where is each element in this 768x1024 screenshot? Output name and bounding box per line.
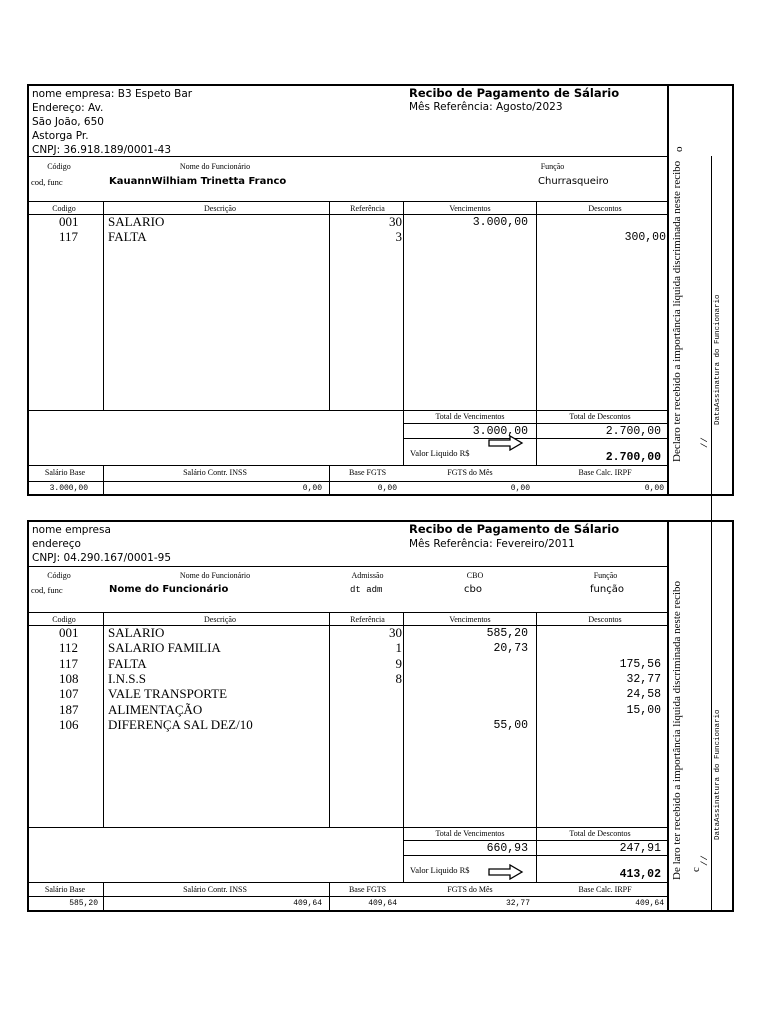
foot-value: 0,00 xyxy=(644,484,664,493)
company-address: endereço xyxy=(32,538,81,550)
item-desconto: 32,77 xyxy=(626,672,661,686)
item-code: 117 xyxy=(59,655,79,671)
employee-name: Nome do Funcionário xyxy=(109,584,229,595)
col-codigo: Codigo xyxy=(52,615,76,624)
col-vencimentos: Vencimentos xyxy=(449,204,491,213)
header-codigo: Código xyxy=(47,571,71,580)
col-referencia: Referência xyxy=(350,615,385,624)
employee-funcao: Churrasqueiro xyxy=(538,176,609,187)
company-cnpj: CNPJ: 36.918.189/0001-43 xyxy=(32,144,172,156)
col-referencia: Referência xyxy=(350,204,385,213)
foot-label: Base Calc. IRPF xyxy=(578,468,632,477)
item-reference: 30 xyxy=(389,625,402,640)
foot-value: 0,00 xyxy=(302,484,322,493)
col-vencimentos: Vencimentos xyxy=(449,615,491,624)
item-description: VALE TRANSPORTE xyxy=(108,686,228,702)
item-reference: 1 xyxy=(395,640,402,656)
total-vencimentos-label: Total de Vencimentos xyxy=(435,829,505,838)
total-vencimentos-label: Total de Vencimentos xyxy=(435,412,505,421)
item-code: 106 xyxy=(59,716,79,732)
header-codigo: Código xyxy=(47,162,71,171)
col-codigo: Codigo xyxy=(52,204,76,213)
header-funcao: Função xyxy=(540,162,565,171)
item-vencimento: 20,73 xyxy=(493,642,528,656)
foot-label: Salário Contr. INSS xyxy=(183,468,247,477)
col-descontos: Descontos xyxy=(588,615,622,624)
foot-value: 32,77 xyxy=(505,899,530,908)
header-cbo: CBO xyxy=(466,571,484,580)
signature-slashes: // xyxy=(700,855,710,866)
total-descontos-label: Total de Descontos xyxy=(569,829,631,838)
foot-value: 409,64 xyxy=(293,899,322,908)
valor-liquido: 413,02 xyxy=(619,868,661,881)
month-reference: Mês Referência: Agosto/2023 xyxy=(409,101,563,113)
employee-cbo: cbo xyxy=(464,584,482,595)
foot-label: Salário Contr. INSS xyxy=(183,885,247,894)
item-desconto: 15,00 xyxy=(626,703,661,717)
receipt-title: Recibo de Pagamento de Sálario xyxy=(409,86,620,100)
total-vencimentos: 660,93 xyxy=(486,842,528,855)
cod-func: cod, func xyxy=(31,177,63,187)
cod-func: cod, func xyxy=(31,585,63,595)
declaration-text: De laro ter recebido a importância líquida discriminada neste recibo xyxy=(671,580,683,880)
item-description: SALARIO FAMILIA xyxy=(108,640,221,656)
foot-label: Base Calc. IRPF xyxy=(578,885,632,894)
arrow-right-icon xyxy=(488,864,524,880)
item-description: SALARIO xyxy=(108,625,165,640)
item-code: 107 xyxy=(59,686,79,702)
item-vencimento: 585,20 xyxy=(486,627,528,640)
item-description: SALARIO xyxy=(108,214,165,229)
item-reference: 3 xyxy=(395,229,402,244)
foot-label: FGTS do Mês xyxy=(447,885,493,894)
receipt-title: Recibo de Pagamento de Sálario xyxy=(409,522,620,536)
employee-admissao: dt adm xyxy=(350,585,383,595)
foot-label: Salário Base xyxy=(44,885,86,894)
company-address: Endereço: Av. xyxy=(32,102,104,114)
signature-label: DataAssinatura do Funcionario xyxy=(714,294,722,425)
item-vencimento: 3.000,00 xyxy=(472,216,528,229)
company-info xyxy=(32,87,192,157)
total-descontos: 247,91 xyxy=(619,842,661,855)
signature-slashes: // xyxy=(700,437,710,448)
item-code: 117 xyxy=(59,229,79,244)
foot-value: 0,00 xyxy=(510,484,530,493)
foot-value: 3.000,00 xyxy=(49,484,88,493)
item-description: DIFERENÇA SAL DEZ/10 xyxy=(108,716,253,732)
valor-liquido-label: Valor Liquido R$ xyxy=(410,865,470,875)
company-cnpj: CNPJ: 04.290.167/0001-95 xyxy=(32,552,172,564)
valor-liquido-label: Valor Liquido R$ xyxy=(410,448,470,458)
item-description: FALTA xyxy=(108,229,147,244)
item-vencimento: 55,00 xyxy=(493,718,528,732)
declaration-text: Declaro ter recebido a importância líquida discriminada neste recibo xyxy=(671,160,683,462)
foot-value: 0,00 xyxy=(377,484,397,493)
header-nome: Nome do Funcionário xyxy=(179,162,251,171)
total-vencimentos: 3.000,00 xyxy=(472,425,528,438)
item-code: 108 xyxy=(59,670,79,686)
item-code: 001 xyxy=(59,214,79,229)
header-admissao: Admissão xyxy=(351,571,384,580)
item-code: 001 xyxy=(59,625,79,640)
item-desconto: 300,00 xyxy=(624,231,666,244)
company-info xyxy=(32,523,171,565)
item-reference: 9 xyxy=(395,655,402,671)
total-descontos: 2.700,00 xyxy=(605,425,661,438)
company-address-line2: São João, 650 xyxy=(32,116,104,128)
header-nome: Nome do Funcionário xyxy=(179,571,251,580)
foot-label: Base FGTS xyxy=(348,885,387,894)
header-funcao: Função xyxy=(593,571,618,580)
item-reference: 8 xyxy=(395,670,402,686)
employee-funcao: função xyxy=(590,584,624,595)
foot-value: 585,20 xyxy=(69,899,98,908)
item-desconto: 175,56 xyxy=(619,657,661,671)
valor-liquido: 2.700,00 xyxy=(605,451,661,464)
item-description: FALTA xyxy=(108,655,147,671)
item-code: 187 xyxy=(59,701,79,717)
signature-label: DataAssinatura do Funcionario xyxy=(714,709,722,840)
foot-label: Base FGTS xyxy=(348,468,387,477)
col-descontos: Descontos xyxy=(588,204,622,213)
foot-label: Salário Base xyxy=(44,468,86,477)
arrow-right-icon xyxy=(488,435,524,451)
company-city: Astorga Pr. xyxy=(32,130,89,142)
foot-value: 409,64 xyxy=(635,899,664,908)
company-name: nome empresa xyxy=(32,524,111,536)
declaration-extra: o xyxy=(673,146,685,152)
month-reference: Mês Referência: Fevereiro/2011 xyxy=(409,538,575,550)
employee-name: KauannWilhiam Trinetta Franco xyxy=(109,176,287,187)
item-reference: 30 xyxy=(389,214,402,229)
company-name: nome empresa: B3 Espeto Bar xyxy=(32,88,193,100)
item-description: I.N.S.S xyxy=(108,670,146,686)
col-descricao: Descrição xyxy=(204,204,236,213)
declaration-extra: c xyxy=(690,867,702,872)
item-code: 112 xyxy=(59,640,79,656)
total-descontos-label: Total de Descontos xyxy=(569,412,631,421)
foot-label: FGTS do Mês xyxy=(447,468,493,477)
item-description: ALIMENTAÇÃO xyxy=(108,701,203,717)
col-descricao: Descrição xyxy=(204,615,236,624)
item-desconto: 24,58 xyxy=(626,688,661,702)
foot-value: 409,64 xyxy=(368,899,397,908)
